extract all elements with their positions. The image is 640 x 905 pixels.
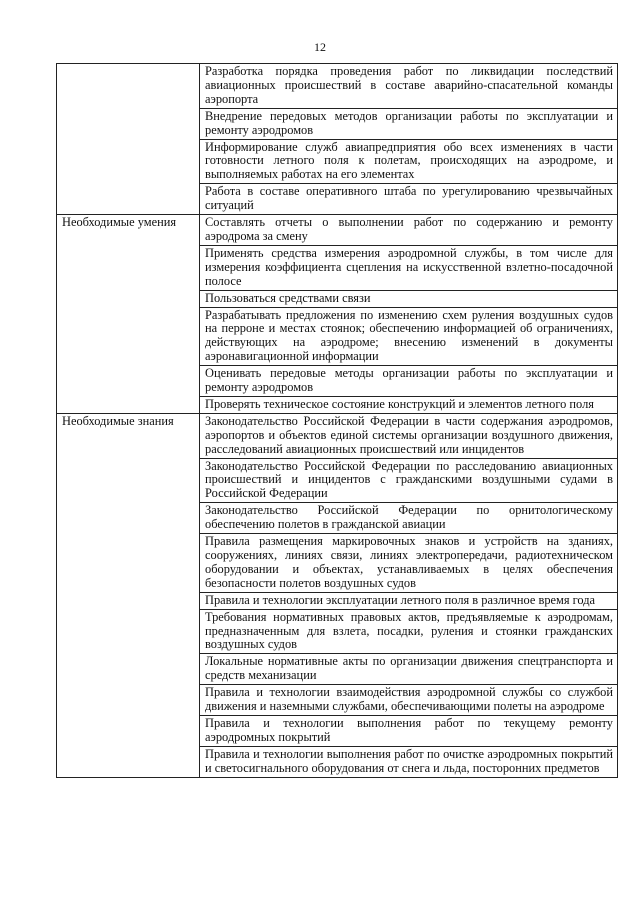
page-number: 12 (314, 40, 326, 54)
requirement-text-cell: Правила и технологии выполнения работ по очистке аэродромных покрытий и светосигнального оборудования от снега и льда, посторонних предметов (200, 746, 618, 777)
requirement-text-cell: Законодательство Российской Федерации по расследованию авиационных происшествий и инцидентов с гражданскими воздушными судами в Российской Федерации (200, 458, 618, 503)
section-label-cell: Необходимые умения (57, 215, 200, 414)
table-row (57, 413, 618, 458)
requirement-text-cell: Правила и технологии эксплуатации летного поля в различное время года (200, 592, 618, 609)
requirement-text-cell: Законодательство Российской Федерации по орнитологическому обеспечению полетов в гражданской авиации (200, 503, 618, 534)
requirement-text-cell: Оценивать передовые методы организации работы по эксплуатации и ремонту аэродромов (200, 366, 618, 397)
requirement-text-cell: Применять средства измерения аэродромной службы, в том числе для измерения коэффициента сцепления на искусственной взлетно-посадочной полосе (200, 245, 618, 290)
requirement-text-cell: Разработка порядка проведения работ по ликвидации последствий авиационных происшествий в составе аварийно-спасательной команды аэропорта (200, 64, 618, 109)
requirement-text-cell: Требования нормативных правовых актов, предъявляемые к аэродромам, предназначенным для взлета, посадки, руления и стоянки гражданских воздушных судов (200, 609, 618, 654)
requirement-text-cell: Проверять техническое состояние конструкций и элементов летного поля (200, 396, 618, 413)
section-label-cell (57, 64, 200, 215)
requirement-text-cell: Информирование служб авиапредприятия обо всех изменениях в части готовности летного поля к полетам, происходящих на аэродроме, и выполняемых работах на его элементах (200, 139, 618, 184)
requirements-table (56, 63, 618, 778)
requirement-text-cell: Пользоваться средствами связи (200, 290, 618, 307)
table-row (57, 215, 618, 246)
requirement-text-cell: Правила размещения маркировочных знаков и устройств на зданиях, сооружениях, линиях связи, линиях электропередачи, радиотехническом оборудовании и объектах, устанавливаемых в целях обеспечения безопасности полетов воздушных судов (200, 534, 618, 593)
requirement-text-cell: Внедрение передовых методов организации работы по эксплуатации и ремонту аэродромов (200, 108, 618, 139)
section-label-cell: Необходимые знания (57, 413, 200, 777)
requirements-table-body (57, 64, 618, 778)
requirement-text-cell: Правила и технологии выполнения работ по текущему ремонту аэродромных покрытий (200, 715, 618, 746)
requirement-text-cell: Разрабатывать предложения по изменению схем руления воздушных судов на перроне и местах стоянок; обеспечению информацией об ограничениях, действующих на аэродроме; внесению изменений в документы аэронавигационной информации (200, 307, 618, 366)
requirement-text-cell: Законодательство Российской Федерации в части содержания аэродромов, аэропортов и объектов единой системы организации воздушного движения, расследований авиационных происшествий или инцидентов (200, 413, 618, 458)
requirement-text-cell: Правила и технологии взаимодействия аэродромной службы со службой движения и наземными службами, обеспечивающими полеты на аэродроме (200, 685, 618, 716)
table-row (57, 64, 618, 109)
requirement-text-cell: Локальные нормативные акты по организации движения спецтранспорта и средств механизации (200, 654, 618, 685)
requirement-text-cell: Составлять отчеты о выполнении работ по содержанию и ремонту аэродрома за смену (200, 215, 618, 246)
requirement-text-cell: Работа в составе оперативного штаба по урегулированию чрезвычайных ситуаций (200, 184, 618, 215)
